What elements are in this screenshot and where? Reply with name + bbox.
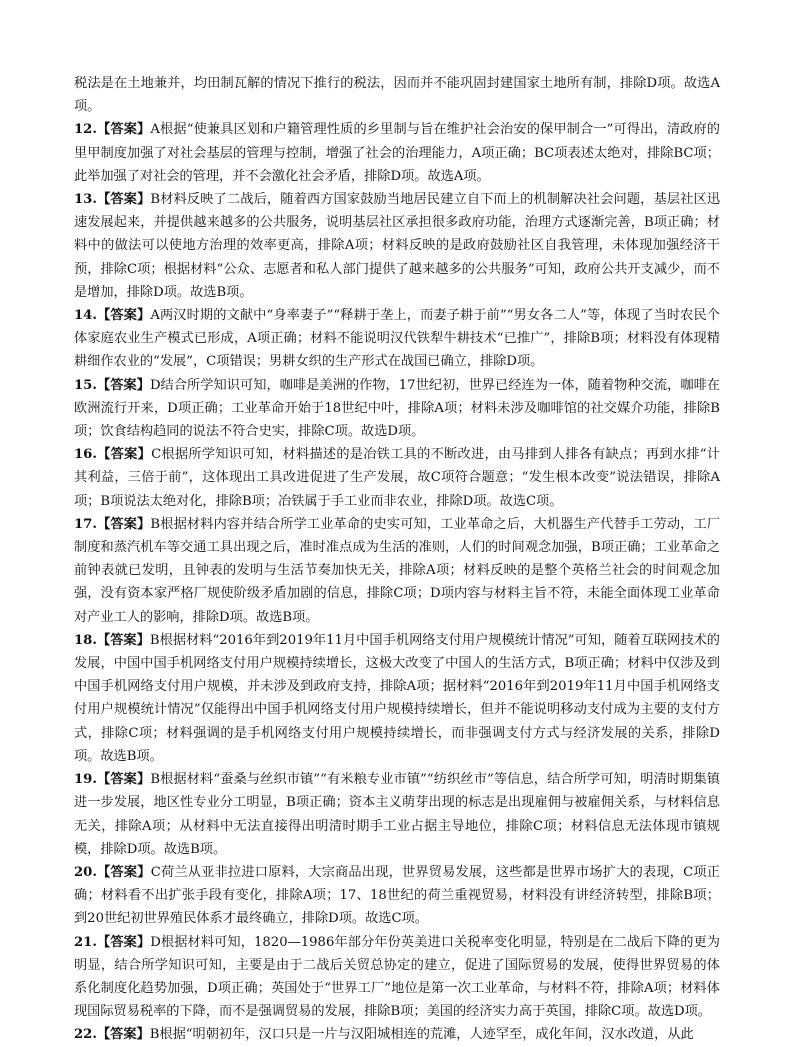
answer-text: 税法是在土地兼并，均田制瓦解的情况下推行的税法，因而并不能巩固封建国家土地所有制，排除D项。故选A项。 bbox=[74, 76, 720, 115]
answer-20 bbox=[74, 861, 720, 931]
answer-text: C根据所学知识可知，材料描述的是冶铁工具的不断改进，由马排到人排各有缺点；再到水排“计其利益，三倍于前”，这体现出工具改进促进了生产发展，故C项符合题意；“发生根本改变”说法错误，排除A项；B项说法太绝对化，排除B项；冶铁属于手工业而非农业，排除D项。故选C项。 bbox=[74, 447, 720, 509]
answer-18 bbox=[74, 629, 720, 768]
answer-text: A根据“使兼具区划和户籍管理性质的乡里制与旨在维护社会治安的保甲制合一”可得出，清政府的里甲制度加强了对社会基层的管理与控制，增强了社会的治理能力，A项正确；BC项表述太绝对，排除BC项；此举加强了对社会的管理，并不会激化社会矛盾，排除D项。故选A项。 bbox=[74, 122, 720, 184]
answer-label: 20.【答案】 bbox=[74, 864, 151, 880]
answer-text: B根据“明朝初年，汉口只是一片与汉阳城相连的荒滩，人迹罕至，成化年间，汉水改道，从此 bbox=[149, 1027, 694, 1043]
answer-label: 21.【答案】 bbox=[74, 934, 151, 950]
answer-12 bbox=[74, 118, 720, 188]
answer-15 bbox=[74, 374, 720, 444]
answer-label: 19.【答案】 bbox=[74, 772, 151, 788]
answer-label: 15.【答案】 bbox=[74, 377, 150, 393]
answer-22 bbox=[74, 1023, 720, 1046]
answer-text: B根据材料内容并结合所学工业革命的史实可知，工业革命之后，大机器生产代替手工劳动，工厂制度和蒸汽机车等交通工具出现之后，准时准点成为生活的准则，人们的时间观念加强，B项正确；工业革命之前钟表就已发明，且钟表的发明与生活节奏加快无关，排除A项；材料反映的是整个英格兰社会的时间观念加强，没有资本家严格厂规使阶级矛盾加剧的信息，排除C项；D项内容与材料主旨不符，未能全面体现工业革命对产业工人的影响，排除D项。故选B项。 bbox=[74, 516, 721, 625]
answer-text: C荷兰从亚非拉进口原料，大宗商品出现，世界贸易发展，这些都是世界市场扩大的表现，C项正确；材料看不出扩张手段有变化，排除A项；17、18世纪的荷兰重视贸易，材料没有讲经济转型，排除B项；到20世纪初世界殖民体系才最终确立，排除D项。故选C项。 bbox=[74, 864, 720, 927]
answer-label: 22.【答案】 bbox=[74, 1027, 150, 1043]
answer-label: 16.【答案】 bbox=[74, 447, 152, 463]
answer-label: 18.【答案】 bbox=[74, 632, 150, 648]
answer-19 bbox=[74, 768, 720, 861]
answer-label: 14.【答案】 bbox=[74, 308, 151, 324]
answer-label: 13.【答案】 bbox=[74, 192, 151, 208]
answer-16 bbox=[74, 443, 720, 513]
answer-17 bbox=[74, 513, 720, 629]
answer-14 bbox=[74, 304, 720, 374]
answer-text: D根据材料可知，1820—1986年部分年份英美进口关税率变化明显，特别是在二战后下降的更为明显，结合所学知识可知，主要是由于二战后关贸总协定的建立，促进了国际贸易的发展，使得世界贸易的体系化制度化趋势加强，D项正确；英国处于“世界工厂”地位是第一次工业革命，与材料不符，排除A项；材料体现国际贸易税率的下降，而不是强调贸易的发展，排除B项；美国的经济实力高于英国，排除C项。故选D项。 bbox=[74, 934, 720, 1020]
answer-key-page bbox=[74, 72, 720, 1047]
answer-text: B材料反映了二战后，随着西方国家鼓励当地居民建立自下而上的机制解决社会问题，基层社区迅速发展起来，并提供越来越多的公共服务，说明基层社区承担很多政府功能，治理方式逐渐完善，B项正确；材料中的做法可以使地方治理的效率更高，排除A项；材料反映的是政府鼓励社区自我管理，未体现加强经济干预，排除C项；根据材料“公众、志愿者和私人部门提供了越来越多的公共服务”可知，政府公共开支减少，而不是增加，排除D项。故选B项。 bbox=[74, 192, 721, 300]
answer-label: 17.【答案】 bbox=[74, 516, 151, 532]
answer-11-tail bbox=[74, 72, 720, 118]
answer-text: B根据材料“2016年到2019年11月中国手机网络支付用户规模统计情况”可知，随着互联网技术的发展，中国中国手机网络支付用户规模持续增长，这极大改变了中国人的生活方式，B项正确；材料中仅涉及到中国手机网络支付用户规模，并未涉及到政府支持，排除A项；据材料“2016年到2019年11月中国手机网络支付用户规模统计情况”仅能得出中国手机网络支付用户规模持续增长，但并不能说明移动支付成为主要的支付方式，排除C项；材料强调的是手机网络支付用户规模持续增长，而非强调支付方式与经济发展的关系，排除D项。故选B项。 bbox=[74, 632, 720, 764]
answer-text: D结合所学知识可知，咖啡是美洲的作物，17世纪初，世界已经连为一体，随着物种交流，咖啡在欧洲流行开来，D项正确；工业革命开始于18世纪中叶，排除A项；材料未涉及咖啡馆的社交媒介功能，排除B项；饮食结构趋同的说法不符合史实，排除C项。故选D项。 bbox=[74, 377, 720, 440]
answer-text: A两汉时期的文献中“身率妻子”“释耕于垄上，而妻子耕于前”“男女各二人”等，体现了当时农民个体家庭农业生产模式已形成，A项正确；材料不能说明汉代铁犁牛耕技术“已推广”，排除B项；材料没有体现精耕细作农业的“发展”，C项错误；男耕女织的生产形式在战国已确立，排除D项。 bbox=[74, 308, 720, 370]
answer-13 bbox=[74, 188, 720, 304]
answer-label: 12.【答案】 bbox=[74, 122, 151, 138]
answer-21 bbox=[74, 931, 720, 1024]
answer-text: B根据材料“蚕桑与丝织市镇”“有米粮专业市镇”“纺织丝市”等信息，结合所学可知，明清时期集镇进一步发展，地区性专业分工明显，B项正确；资本主义萌芽出现的标志是出现雇佣与被雇佣关系，与材料信息无关，排除A项；从材料中无法直接得出明清时期手工业占据主导地位，排除C项；材料信息无法体现市镇规模，排除D项。故选B项。 bbox=[74, 772, 720, 857]
